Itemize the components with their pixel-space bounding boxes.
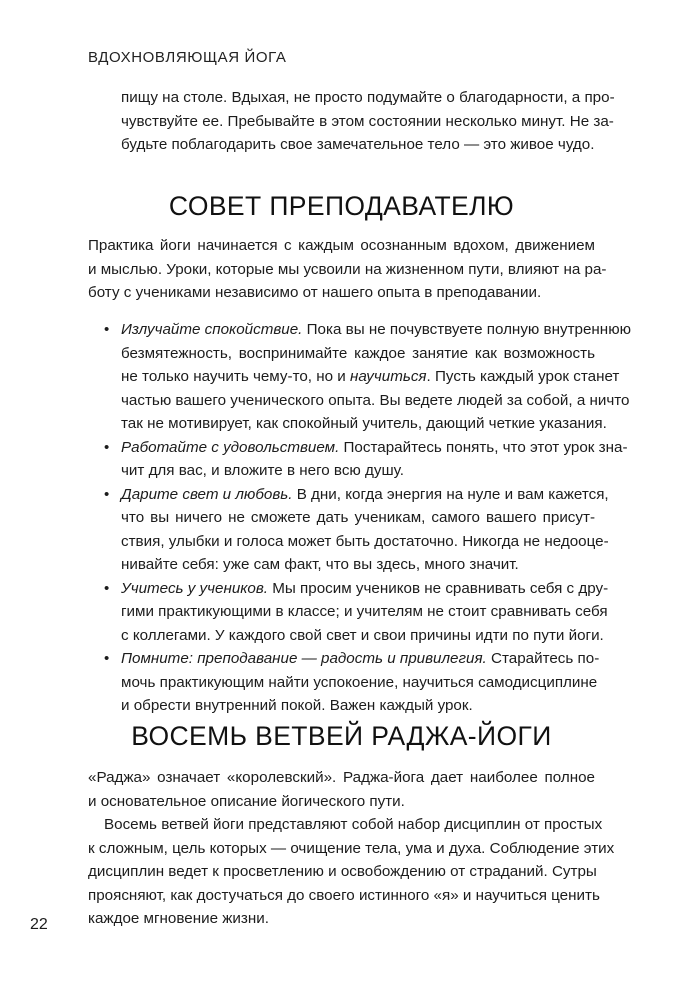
text-line: проясняют, как достучаться до своего истинного «я» и научиться ценить — [88, 886, 600, 904]
text-segment: безмятежность, воспринимайте каждое занятие как возможность — [121, 344, 595, 362]
tip-item — [104, 483, 609, 577]
text-segment: Мы просим учеников не сравнивать себя с дру- — [268, 579, 609, 597]
text-line — [121, 624, 604, 648]
text-line — [121, 694, 595, 718]
raja-yoga-paragraph-2 — [88, 813, 615, 931]
text-line: и основательное описание йогического пути. — [88, 792, 405, 810]
tip-item — [104, 318, 631, 436]
tip-item — [104, 436, 628, 483]
tips-list — [104, 318, 631, 718]
text-segment: с коллегами. У каждого свой свет и свои причины идти по пути йоги. — [121, 626, 604, 644]
bullet-icon: • — [104, 321, 110, 338]
text-line: будьте поблагодарить свое замечательное тело — это живое чудо. — [121, 136, 595, 153]
text-line: дисциплин ведет к просветлению и освобождению от страданий. Сутры — [88, 863, 597, 880]
text-line — [121, 389, 630, 413]
text-line: Практика йоги начинается с каждым осознанным вдохом, движением — [88, 237, 595, 254]
text-line — [121, 671, 598, 695]
text-line: и мыслью. Уроки, которые мы усвоили на жизненном пути, влияют на ра- — [88, 260, 607, 278]
text-line: пищу на столе. Вдыхая, не просто подумайте о благодарности, а про- — [121, 89, 615, 106]
bullet-icon: • — [104, 485, 110, 503]
text-line: чувствуйте ее. Пребывайте в этом состоянии несколько минут. Не за- — [121, 112, 614, 130]
text-segment: гими практикующими в классе; и учителям не стоит сравнивать себя — [121, 603, 608, 620]
text-line: Восемь ветвей йоги представляют собой набор дисциплин от простых — [104, 816, 603, 833]
text-line — [121, 483, 609, 507]
page-number: 22 — [30, 916, 48, 933]
text-line — [121, 459, 595, 483]
text-line — [121, 412, 607, 436]
text-segment: что вы ничего не сможете дать ученикам, самого вашего присут- — [121, 509, 595, 526]
intro-paragraph — [121, 86, 615, 157]
text-segment: и обрести внутренний покой. Важен каждый урок. — [121, 697, 473, 714]
text-segment: Пока вы не почувствуете полную внутреннюю — [302, 321, 631, 338]
text-segment: частью вашего ученического опыта. Вы ведете людей за собой, а ничто — [121, 391, 630, 409]
text-segment: В дни, когда энергия на нуле и вам кажется, — [292, 485, 609, 503]
text-segment: нивайте себя: уже сам факт, что вы здесь, много значит. — [121, 556, 519, 573]
text-line — [121, 436, 628, 460]
section-intro-paragraph — [88, 234, 607, 305]
text-segment: . Пусть каждый урок станет — [426, 368, 620, 385]
text-line: каждое мгновение жизни. — [88, 910, 269, 927]
bullet-icon: • — [104, 650, 110, 667]
emphasis-text: Помните: преподавание — радость и привилегия. — [121, 650, 487, 667]
bullet-icon: • — [104, 438, 110, 456]
bullet-icon: • — [104, 579, 110, 597]
running-head: ВДОХНОВЛЯЮЩАЯ ЙОГА — [88, 49, 287, 66]
emphasis-text: Учитесь у учеников. — [121, 579, 269, 597]
text-line — [121, 506, 595, 530]
text-segment: Старайтесь по- — [486, 650, 600, 667]
text-segment: Постарайтесь понять, что этот урок зна- — [339, 438, 628, 456]
text-segment: так не мотивирует, как спокойный учитель, дающий четкие указания. — [121, 415, 607, 432]
emphasis-text: научиться — [350, 368, 427, 385]
text-line — [121, 530, 609, 554]
text-line — [121, 553, 595, 577]
text-line: «Раджа» означает «королевский». Раджа-йога дает наиболее полное — [88, 769, 595, 786]
text-line — [121, 600, 608, 624]
text-line — [121, 647, 600, 671]
text-segment: ствия, улыбки и голоса может быть достаточно. Никогда не недооце- — [121, 532, 609, 550]
emphasis-text: Дарите свет и любовь. — [121, 485, 293, 503]
tip-item — [104, 647, 600, 718]
text-line: к сложным, цель которых — очищение тела, ума и духа. Соблюдение этих — [88, 839, 615, 857]
text-line — [121, 342, 595, 366]
text-segment: мочь практикующим найти успокоение, научиться самодисциплине — [121, 673, 598, 691]
emphasis-text: Излучайте спокойствие. — [121, 321, 303, 338]
text-line — [121, 318, 631, 342]
text-segment: не только научить чему-то, но и — [121, 368, 350, 385]
section-heading-raja-yoga: ВОСЕМЬ ВЕТВЕЙ РАДЖА-ЙОГИ — [131, 721, 552, 751]
text-segment: чит для вас, и вложите в него всю душу. — [121, 462, 404, 479]
text-line — [121, 577, 609, 601]
emphasis-text: Работайте с удовольствием. — [121, 438, 340, 456]
raja-yoga-paragraph-1 — [88, 766, 595, 813]
section-heading-teacher-advice: СОВЕТ ПРЕПОДАВАТЕЛЮ — [168, 191, 515, 221]
text-line — [121, 365, 620, 389]
tip-item — [104, 577, 609, 648]
text-line: боту с учениками независимо от нашего опыта в преподавании. — [88, 284, 542, 301]
